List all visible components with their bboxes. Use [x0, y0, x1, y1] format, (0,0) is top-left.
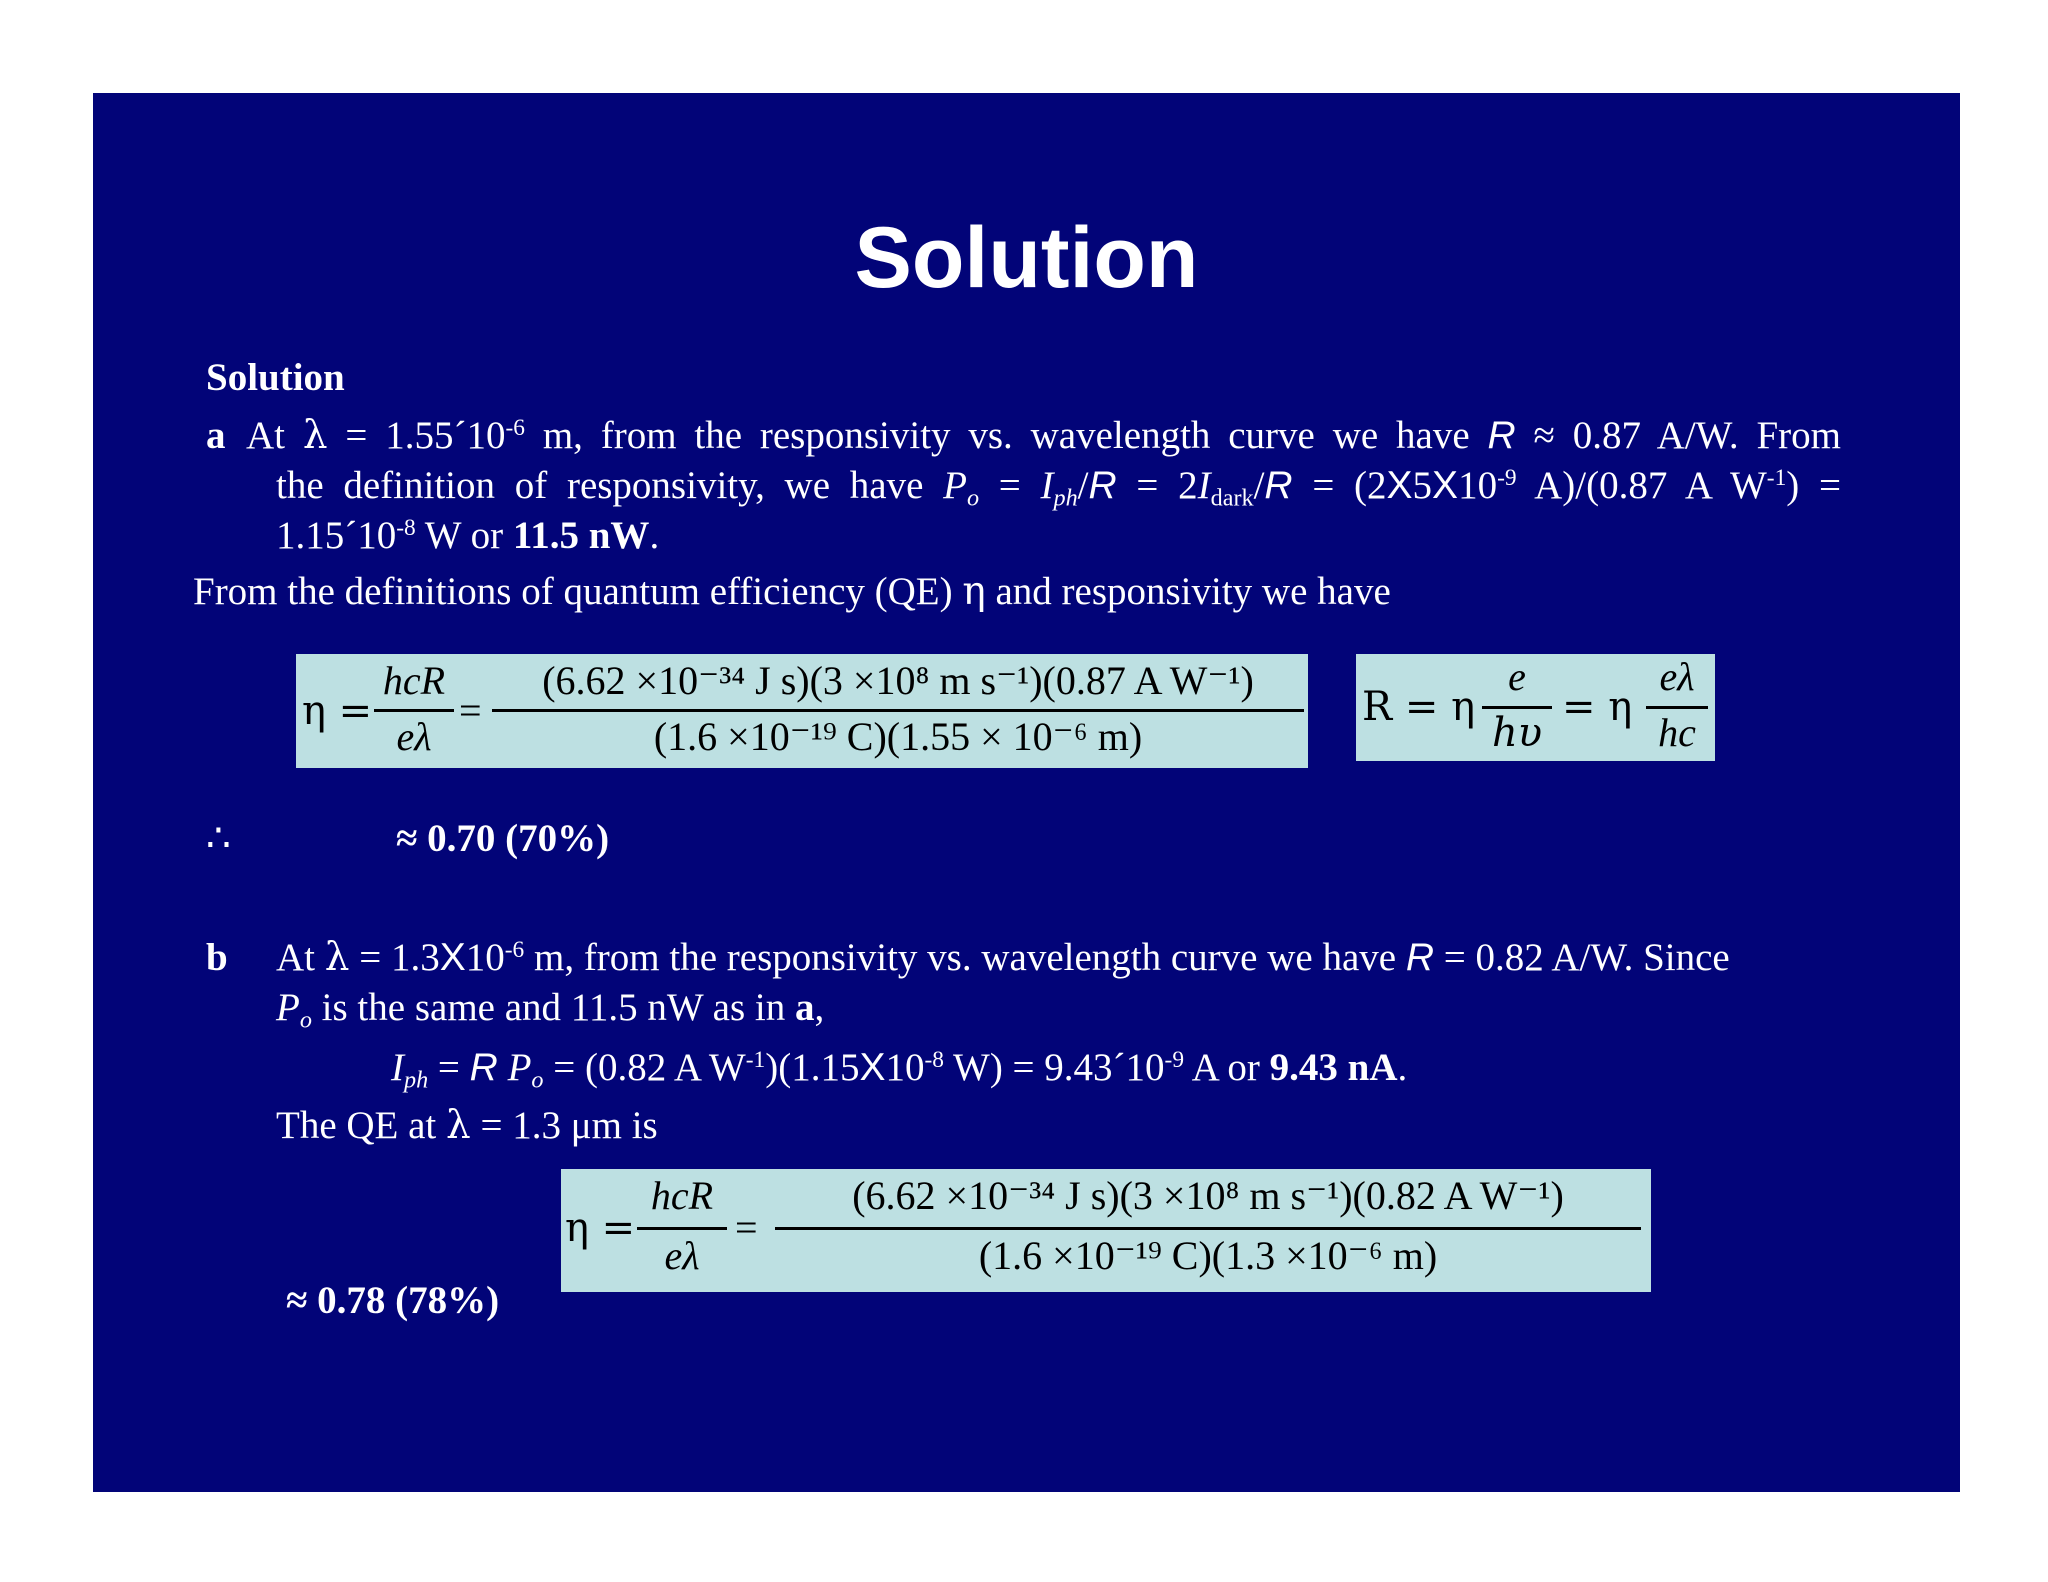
frac-bar-1: [1482, 706, 1552, 709]
result-b: ≈ 0.78 (78%): [286, 1279, 500, 1322]
frac-num-e: e: [1508, 654, 1526, 699]
equation-box-eta-b: [561, 1169, 1651, 1292]
slide-title: Solution: [854, 210, 1199, 306]
result-a: ≈ 0.70 (70%): [396, 817, 610, 860]
part-a-line-3: $1.15´10^{-8}$ W or 11.5 nW.: [276, 514, 660, 557]
part-b-label: b: [206, 936, 228, 979]
frac-den-elambda: eλ: [396, 714, 432, 759]
frac-bar: [374, 709, 454, 712]
frac-num-hcR: hcR: [650, 1173, 714, 1218]
part-b-line-1: At $\lambda = 1.3X10^{-6}$ m, from the responsivity vs. wavelength curve we have R = 0.82 A/W. Since: [276, 935, 1730, 980]
equation-box-eta-a: [296, 654, 1308, 768]
qe-intro: From the definitions of quantum efficiency (QE) η and responsivity we have: [193, 569, 1391, 614]
frac-den-elambda: eλ: [664, 1233, 700, 1278]
part-a-label: a: [206, 414, 226, 457]
part-b-line-2: $P_o$ is the same and 11.5 nW as in a,: [276, 986, 825, 1034]
numeric-denominator: (1.6 ×10⁻¹⁹ C)(1.3 ×10⁻⁶ m): [978, 1233, 1438, 1278]
equation-box-responsivity: [1356, 654, 1715, 761]
part-a-line-2: the definition of responsivity, we have $P_o = I_{ph}/R = 2I_{dark}/R = (2X5X10^{-9}$ A)/(0.87 A $W^{-1}$) =: [276, 464, 1841, 512]
frac-num-elambda: eλ: [1659, 654, 1695, 699]
part-a-line-1: At $\lambda = 1.55´10^{-6}$ m, from the responsivity vs. wavelength curve we have R ≈ 0.87 A/W. From: [246, 413, 1842, 458]
R-equals-eta: R = η: [1362, 684, 1476, 730]
frac-bar: [637, 1227, 727, 1230]
solution-heading: Solution: [206, 356, 345, 399]
part-b-line-4: The QE at λ = 1.3 μm is: [276, 1103, 658, 1148]
eta-equals: η =: [302, 688, 373, 734]
equals-sign: =: [735, 1205, 758, 1250]
therefore-symbol: ∴: [206, 816, 231, 861]
numeric-numerator: (6.62 ×10⁻³⁴ J s)(3 ×10⁸ m s⁻¹)(0.87 A W⁻¹): [542, 658, 1254, 703]
frac-num-hcR: hcR: [382, 658, 446, 703]
numeric-frac-bar: [492, 709, 1304, 712]
slide: [93, 93, 1960, 1492]
eta-equals: η =: [565, 1205, 636, 1251]
equals-sign: =: [459, 688, 482, 733]
frac-den-hc: hc: [1658, 710, 1696, 755]
frac-bar-2: [1646, 706, 1708, 709]
frac-den-hv: hυ: [1491, 710, 1543, 756]
numeric-frac-bar: [775, 1227, 1641, 1230]
equals-eta: = η: [1562, 684, 1633, 730]
part-b-line-3: $I_{ph} = R$ $P_o = (0.82$ A $W^{-1})(1.15X10^{-8}$ $W) = 9.43´10^{-9}$ A or 9.43 nA.: [391, 1046, 1408, 1094]
numeric-denominator: (1.6 ×10⁻¹⁹ C)(1.55 × 10⁻⁶ m): [653, 714, 1143, 759]
numeric-numerator: (6.62 ×10⁻³⁴ J s)(3 ×10⁸ m s⁻¹)(0.82 A W⁻¹): [852, 1173, 1564, 1218]
